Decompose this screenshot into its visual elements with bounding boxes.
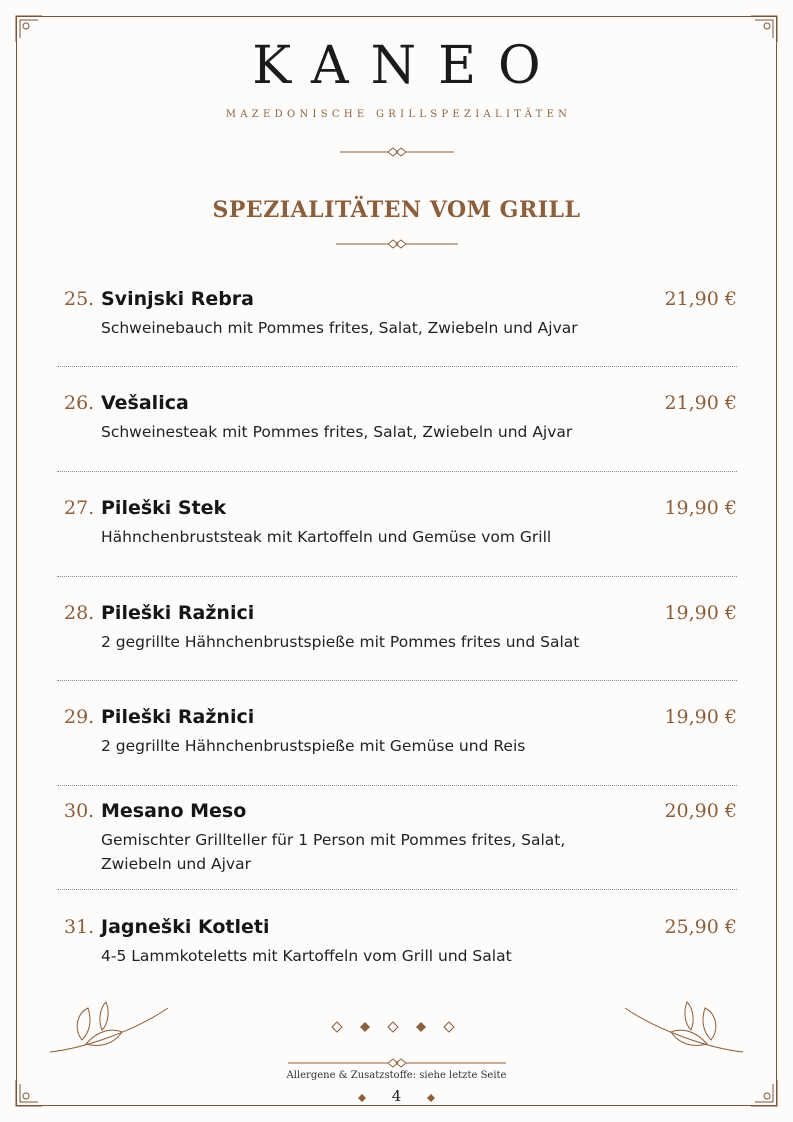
item-description: 2 gegrillte Hähnchenbrustspieße mit Gemüse und Reis [101,737,526,755]
item-description: 2 gegrillte Hähnchenbrustspieße mit Pommes frites und Salat [101,633,580,651]
page-frame [16,16,777,1106]
item-name: Svinjski Rebra [101,288,255,310]
page-number-diamond-right [426,1093,436,1103]
brand-logo: KANEO [252,36,563,96]
item-price: 21,90 € [664,392,737,414]
item-price: 19,90 € [664,497,737,519]
item-price: 25,90 € [664,916,737,938]
item-description: 4-5 Lammkoteletts mit Kartoffeln vom Grill und Salat [101,947,512,965]
item-separator [57,471,737,472]
item-name: Mesano Meso [101,800,247,822]
item-description: Schweinebauch mit Pommes frites, Salat, Zwiebeln und Ajvar [101,319,578,337]
item-price: 19,90 € [664,602,737,624]
item-number: 30. [64,800,95,822]
item-price: 20,90 € [664,800,737,822]
item-number: 28. [64,602,95,624]
section-title: SPEZIALITÄTEN VOM GRILL [212,197,581,223]
item-description: Gemischter Grillteller für 1 Person mit Pommes frites, Salat, Zwiebeln und Ajvar [101,831,566,873]
item-price: 19,90 € [664,706,737,728]
item-name: Vešalica [101,392,189,414]
item-number: 29. [64,706,95,728]
item-separator [57,366,737,367]
page-number: 4 [391,1087,402,1105]
allergen-note: Allergene & Zusatzstoffe: siehe letzte Seite [286,1070,507,1081]
item-description: Hähnchenbruststeak mit Kartoffeln und Gemüse vom Grill [101,528,552,546]
item-separator [57,576,737,577]
diamond-ornament-row [330,1020,460,1034]
item-name: Jagneški Kotleti [101,916,270,938]
item-number: 25. [64,288,95,310]
item-name: Pileški Stek [101,497,227,519]
item-description: Schweinesteak mit Pommes frites, Salat, Zwiebeln und Ajvar [101,423,573,441]
divider-ornament-top [340,146,454,158]
leaf-ornament-right [622,1000,747,1056]
divider-ornament-section [336,238,458,250]
item-number: 27. [64,497,95,519]
item-number: 31. [64,916,95,938]
item-separator [57,680,737,681]
item-name: Pileški Ražnici [101,706,255,728]
item-separator [57,785,737,786]
leaf-ornament-left [46,1000,171,1056]
tagline: MAZEDONISCHE GRILLSPEZIALITÄTEN [225,109,572,120]
divider-ornament-footer [288,1057,506,1069]
item-price: 21,90 € [664,288,737,310]
item-separator [57,889,737,890]
item-name: Pileški Ražnici [101,602,255,624]
item-number: 26. [64,392,95,414]
